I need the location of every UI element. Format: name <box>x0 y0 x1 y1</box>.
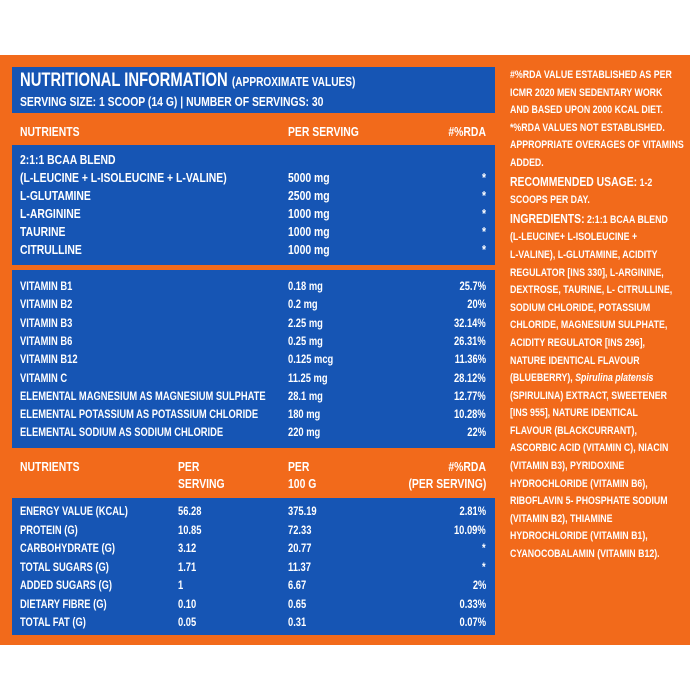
table3-row-serving: 1 <box>178 578 184 592</box>
ingredients-line-a: L-VALINE), L-GLUTAMINE, ACIDITY <box>510 248 658 261</box>
table3-row-rda: 0.07% <box>459 615 486 629</box>
table3-row-name: TOTAL FAT (G) <box>20 615 86 629</box>
table2-row-name: VITAMIN C <box>20 370 68 385</box>
ingredients-line-b: (SPIRULINA) EXTRACT, SWEETENER <box>510 389 667 402</box>
table3-header-nutrients: NUTRIENTS <box>20 459 80 474</box>
ingredients-line-a: REGULATOR [INS 330], L-ARGININE, <box>510 266 664 279</box>
table3-row-serving: 0.05 <box>178 615 197 629</box>
table2-row-value: 2.25 mg <box>288 315 323 330</box>
table2-row-name: VITAMIN B2 <box>20 297 73 312</box>
table2-row-rda: 11.36% <box>454 352 486 367</box>
table1-row-name: L-GLUTAMINE <box>20 188 91 203</box>
table3-row-name: CARBOHYDRATE (G) <box>20 541 115 555</box>
table3-header-rda-2: (PER SERVING) <box>408 476 486 491</box>
table3-row-rda: * <box>482 541 486 555</box>
table3-row-per100: 0.31 <box>288 615 307 629</box>
table2-row-name: VITAMIN B1 <box>20 279 73 293</box>
table1-row-value: 1000 mg <box>288 206 330 221</box>
table1-row-name: TAURINE <box>20 224 66 239</box>
table1-row-value: 1000 mg <box>288 224 330 239</box>
table3-row-name: PROTEIN (G) <box>20 522 78 537</box>
ingredients-line-a: NATURE IDENTICAL FLAVOUR <box>510 354 640 367</box>
table2-row-name: ELEMENTAL SODIUM AS SODIUM CHLORIDE <box>20 425 224 440</box>
usage-label: RECOMMENDED USAGE: <box>510 173 638 189</box>
title-subtitle: (APPROXIMATE VALUES) <box>231 74 356 89</box>
table2-row-name: ELEMENTAL MAGNESIUM AS MAGNESIUM SULPHATE <box>20 388 266 403</box>
ingredients-line-b: (VITAMIN B3), PYRIDOXINE <box>510 460 625 473</box>
table2-row-rda: 25.7% <box>459 279 486 293</box>
table2-row-value: 180 mg <box>288 407 321 422</box>
side-notes <box>510 67 686 564</box>
table1-row-rda: * <box>481 170 486 185</box>
ingredients-line-b: (VITAMIN B2), THIAMINE <box>510 512 613 525</box>
ingredients-line-b: ASCORBIC ACID (VITAMIN C), NIACIN <box>510 442 669 455</box>
table2-row-rda: 32.14% <box>454 315 486 330</box>
usage-line <box>510 173 686 193</box>
ingredients-italic-line <box>510 370 686 388</box>
table3-header-per100-1: PER <box>288 459 310 474</box>
table3-row-serving: 56.28 <box>178 504 202 518</box>
table2-row-rda: 10.28% <box>454 407 486 422</box>
table3-row-name: ADDED SUGARS (G) <box>20 578 113 592</box>
ingredients-list-a <box>510 229 686 370</box>
ingredients-line-b: [INS 955], NATURE IDENTICAL <box>510 407 638 420</box>
italic-prefix: (BLUEBERRY), <box>510 372 576 385</box>
table3-row-serving: 10.85 <box>178 522 202 537</box>
usage-line-2: SCOOPS PER DAY. <box>510 194 590 207</box>
table3-row-per100: 20.77 <box>288 541 312 555</box>
spirulina-name: Spirulina platensis <box>575 372 654 385</box>
ingredients-line-b: CYANOCOBALAMIN (VITAMIN B12). <box>510 548 660 561</box>
ingredients-line-a: DEXTROSE, TAURINE, L- CITRULLINE, <box>510 284 673 297</box>
table3-row-name: TOTAL SUGARS (G) <box>20 559 109 574</box>
table3-header-per-serving-2: SERVING <box>178 476 225 491</box>
rda-note-line: AND BASED UPON 2000 KCAL DIET. <box>510 104 663 117</box>
table1-header-nutrients: NUTRIENTS <box>20 124 80 139</box>
table3-row-serving: 1.71 <box>178 559 197 574</box>
ingredients-line-a: ACIDITY REGULATOR [INS 296], <box>510 336 645 349</box>
ingredients-label: INGREDIENTS: <box>510 210 585 226</box>
table2-row-rda: 20% <box>467 297 486 312</box>
table2-row-rda: 22% <box>467 425 486 440</box>
table3-row-rda: 2.81% <box>459 504 486 518</box>
table3-row-rda: 2% <box>472 578 486 592</box>
rda-note-line: ADDED. <box>510 156 544 169</box>
rda-note-line: ICMR 2020 MEN SEDENTARY WORK <box>510 86 663 99</box>
ingredients-line-b: RIBOFLAVIN 5- PHOSPHATE SODIUM <box>510 495 668 508</box>
table1-row-name: CITRULLINE <box>20 242 82 257</box>
table2-row-value: 11.25 mg <box>288 370 328 385</box>
table2-row-name: VITAMIN B12 <box>20 352 78 367</box>
table1-row-name: L-ARGININE <box>20 206 81 221</box>
rda-note-line: APPROPRIATE OVERAGES OF VITAMINS <box>510 139 684 152</box>
title-text: NUTRITIONAL INFORMATION <box>20 70 228 91</box>
table2-row-value: 220 mg <box>288 425 321 440</box>
table1-header-per-serving: PER SERVING <box>288 124 359 139</box>
table1-row-rda: * <box>481 188 486 203</box>
table1-row-rda: * <box>481 206 486 221</box>
ingredients-line-a: CHLORIDE, MAGNESIUM SULPHATE, <box>510 319 668 332</box>
ingredients-line-b: FLAVOUR (BLACKCURRANT), <box>510 424 637 437</box>
table3-row-name: ENERGY VALUE (KCAL) <box>20 504 128 518</box>
table1-row-rda: * <box>481 242 486 257</box>
page-title <box>20 70 355 92</box>
table1-row-value: 1000 mg <box>288 242 330 257</box>
table3-row-rda: * <box>482 559 486 574</box>
table3-row-rda: 10.09% <box>454 522 486 537</box>
table1-row-value: 2500 mg <box>288 188 330 203</box>
table2-row-value: 0.125 mcg <box>288 352 334 367</box>
rda-notes <box>510 67 686 173</box>
table2-row-rda: 12.77% <box>454 388 486 403</box>
table1-row-value: 5000 mg <box>288 170 330 185</box>
ingredients-line-a: (L-LEUCINE+ L-ISOLEUCINE + <box>510 231 638 244</box>
usage-text: 1-2 <box>637 176 653 189</box>
ingredients-line-a: SODIUM CHLORIDE, POTASSIUM <box>510 301 651 314</box>
ingredients-line-b: HYDROCHLORIDE (VITAMIN B1), <box>510 530 648 543</box>
table2-row-value: 0.2 mg <box>288 297 318 312</box>
table1-row-name: (L-LEUCINE + L-ISOLEUCINE + L-VALINE) <box>20 170 227 185</box>
table2-row-rda: 26.31% <box>454 333 486 348</box>
table3-header-rda-1: #%RDA <box>448 459 486 474</box>
table3-row-per100: 6.67 <box>288 578 307 592</box>
table2-row-name: VITAMIN B3 <box>20 315 73 330</box>
table1-header-rda: #%RDA <box>448 124 486 139</box>
table3-row-name: DIETARY FIBRE (G) <box>20 596 107 611</box>
ingredients-line-b: HYDROCHLORIDE (VITAMIN B6), <box>510 477 648 490</box>
serving-info: SERVING SIZE: 1 SCOOP (14 G) | NUMBER OF SERVINGS: 30 <box>20 94 324 109</box>
ingredients-first: 2:1:1 BCAA BLEND <box>584 213 668 226</box>
table1-row-rda: * <box>481 224 486 239</box>
ingredients-list-b <box>510 388 686 564</box>
table3-row-per100: 375.19 <box>288 504 317 518</box>
table3-row-per100: 72.33 <box>288 522 312 537</box>
table3-row-per100: 0.65 <box>288 596 307 611</box>
table3-row-serving: 0.10 <box>178 596 197 611</box>
rda-note-line: *%RDA VALUES NOT ESTABLISHED. <box>510 121 665 134</box>
table3-header-per100-2: 100 G <box>288 476 317 491</box>
table2-row-value: 0.18 mg <box>288 279 323 293</box>
table3-row-rda: 0.33% <box>459 596 486 611</box>
ingredients-line <box>510 210 686 230</box>
bcaa-group-label: 2:1:1 BCAA BLEND <box>20 152 116 167</box>
table3-header-per-serving-1: PER <box>178 459 200 474</box>
table2-row-value: 0.25 mg <box>288 333 323 348</box>
table3-row-serving: 3.12 <box>178 541 197 555</box>
table2-row-name: ELEMENTAL POTASSIUM AS POTASSIUM CHLORIDE <box>20 407 259 422</box>
table2-row-value: 28.1 mg <box>288 388 323 403</box>
table2-body <box>12 270 495 448</box>
rda-note-line: #%RDA VALUE ESTABLISHED AS PER <box>510 69 672 81</box>
table2-row-name: VITAMIN B6 <box>20 333 73 348</box>
table3-row-per100: 11.37 <box>288 559 311 574</box>
table2-row-rda: 28.12% <box>454 370 486 385</box>
table1-header-bar <box>12 113 495 145</box>
